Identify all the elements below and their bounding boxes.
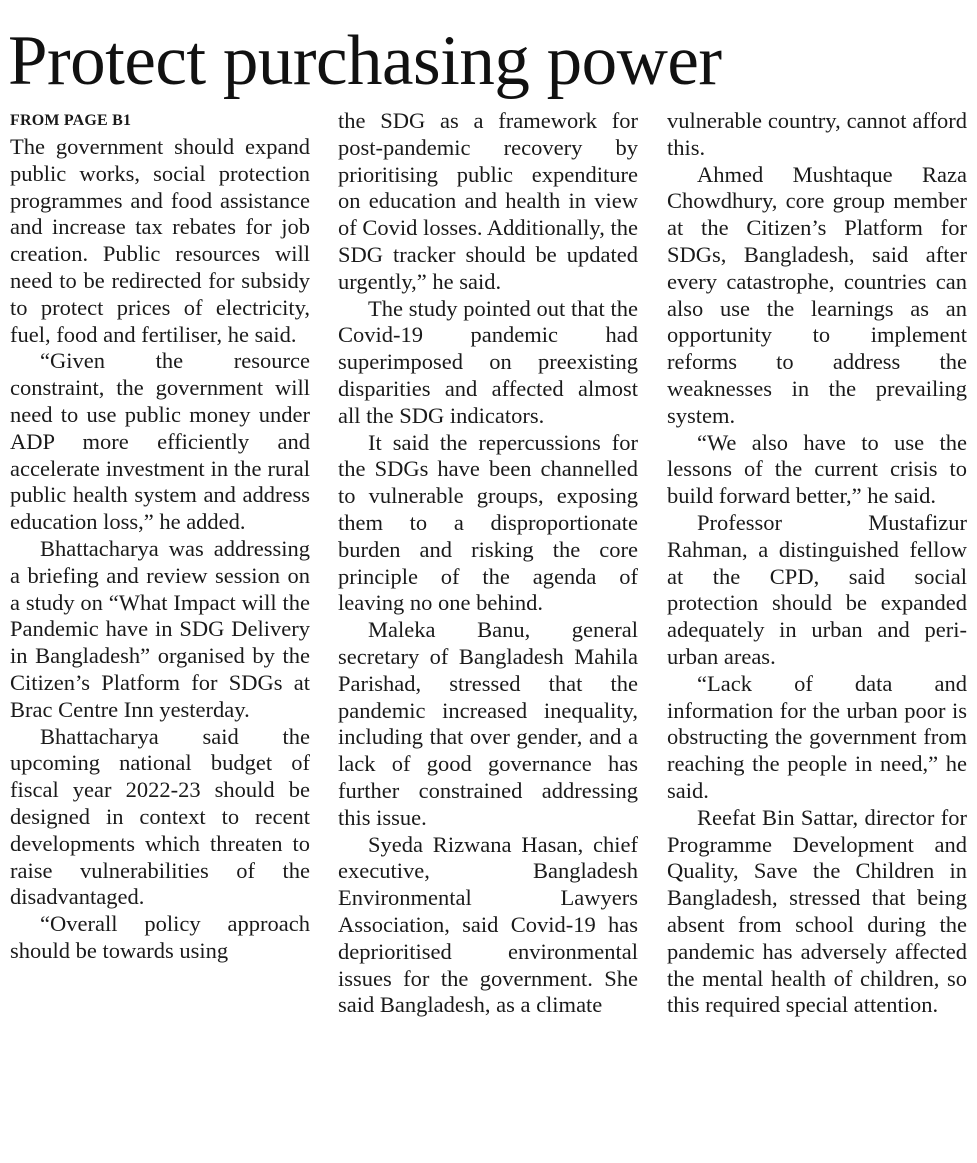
article-paragraph: Reefat Bin Sattar, director for Programme Development and Quality, Save the Children in Bangladesh, stressed that being absent from school during the pandemic has adversely affected the mental health of children, so this required special attention. [667, 804, 967, 1018]
headline: Protect purchasing power [8, 22, 722, 100]
article-paragraph: “Lack of data and information for the urban poor is obstructing the government from reaching the people in need,” he said. [667, 670, 967, 803]
article-paragraph: The study pointed out that the Covid-19 pandemic had superimposed on preexisting disparities and affected almost all the SDG indicators. [338, 295, 638, 428]
article-paragraph: “Given the resource constraint, the government will need to use public money under ADP more efficiently and accelerate investment in the rural public health system and address education loss,” he added. [10, 348, 310, 535]
article-paragraph: Syeda Rizwana Hasan, chief executive, Bangladesh Environmental Lawyers Association, said Covid-19 has deprioritised environmental issues for the government. She said Bangladesh, as a climate [338, 831, 638, 1018]
article-column-3 [667, 108, 967, 1019]
article-column-2 [338, 108, 638, 1019]
article-paragraph: the SDG as a framework for post-pandemic recovery by prioritising public expenditure on education and health in view of Covid losses. Additionally, the SDG tracker should be updated urgently,” he said. [338, 108, 638, 294]
article-paragraph: Ahmed Mushtaque Raza Chowdhury, core group member at the Citizen’s Platform for SDGs, Bangladesh, said after every catastrophe, countries can also use the learnings as an opportunity to implement reforms to address the weaknesses in the prevailing system. [667, 161, 967, 428]
article-paragraph: “We also have to use the lessons of the current crisis to build forward better,” he said. [667, 429, 967, 509]
article-paragraph: It said the repercussions for the SDGs have been channelled to vulnerable groups, exposing them to a disproportionate burden and risking the core principle of the agenda of leaving no one behind. [338, 429, 638, 616]
article-paragraph: The government should expand public works, social protection programmes and food assistance and increase tax rebates for job creation. Public resources will need to be redirected for subsidy to protect prices of electricity, fuel, food and fertiliser, he said. [10, 134, 310, 347]
article-paragraph: Maleka Banu, general secretary of Bangladesh Mahila Parishad, stressed that the pandemic increased inequality, including that over gender, and a lack of good governance has further constrained addressing this issue. [338, 617, 638, 830]
article-paragraph: “Overall policy approach should be towards using [10, 911, 310, 963]
article-paragraph: vulnerable country, cannot afford this. [667, 108, 967, 160]
article-column-1 [10, 108, 310, 965]
article-paragraph: Bhattacharya said the upcoming national budget of fiscal year 2022-23 should be designed in context to recent developments which threaten to raise vulnerabilities of the disadvantaged. [10, 723, 310, 910]
article-paragraph: Professor Mustafizur Rahman, a distinguished fellow at the CPD, said social protection should be expanded adequately in urban and peri-urban areas. [667, 509, 967, 669]
jump-kicker: FROM PAGE B1 [10, 112, 132, 129]
article-paragraph: Bhattacharya was addressing a briefing and review session on a study on “What Impact will the Pandemic have in SDG Delivery in Bangladesh” organised by the Citizen’s Platform for SDGs at Brac Centre Inn yesterday. [10, 535, 310, 722]
